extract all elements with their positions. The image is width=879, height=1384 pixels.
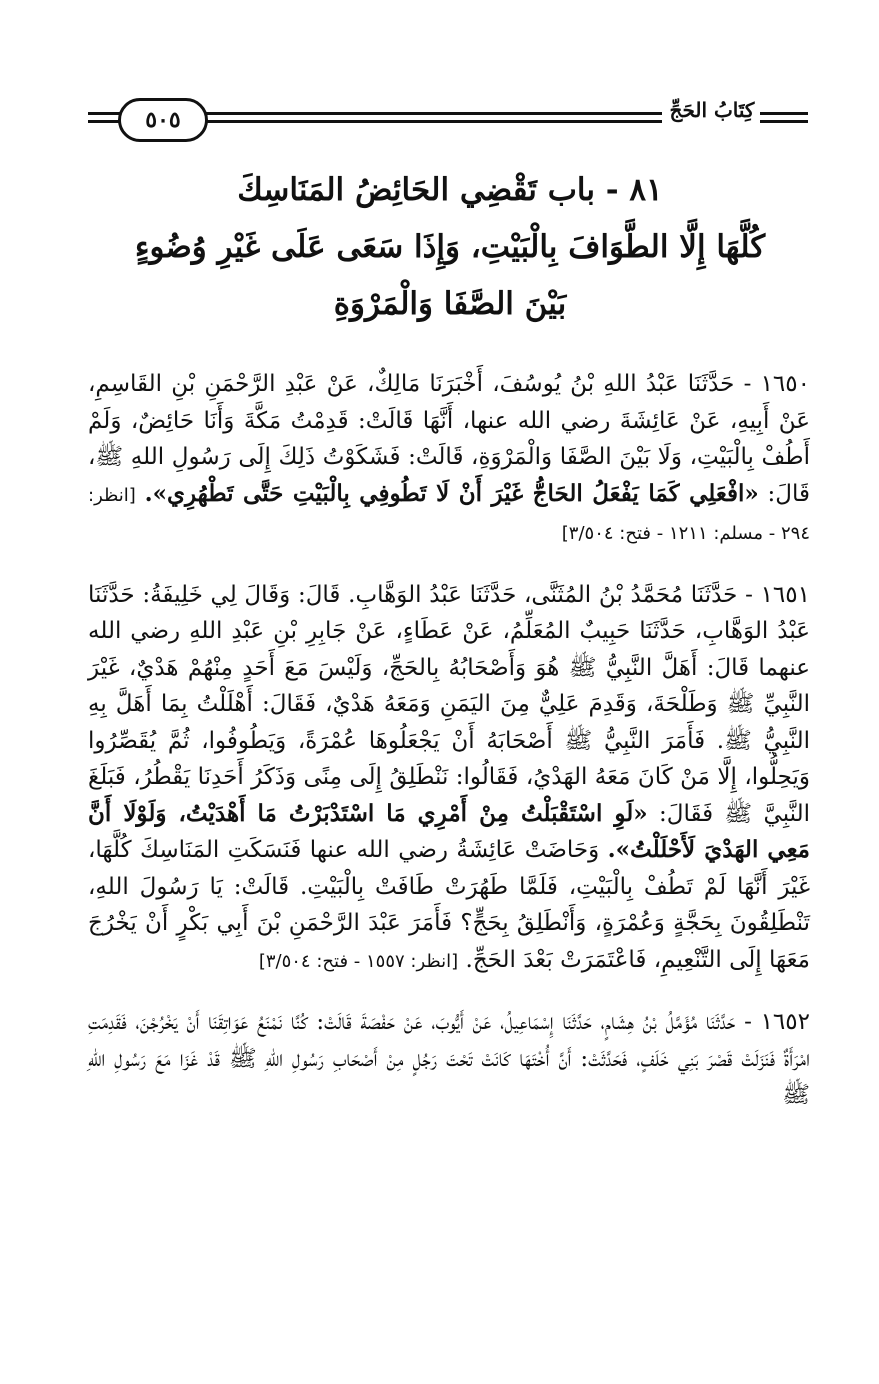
hadith-1652 [88, 1004, 810, 1114]
header-rule [192, 120, 662, 123]
chapter-heading-line: ٨١ - باب تَقْضِي الحَائِضُ المَنَاسِكَ [237, 172, 663, 208]
hadith-1650 [88, 366, 810, 553]
header-rule [760, 112, 808, 115]
prophet-quote: «لَوِ اسْتَقْبَلْتُ مِنْ أَمْرِي مَا اسْتَدْبَرْتُ مَا أَهْدَيْتُ، وَلَوْلَا أَنَّ مَعِي الهَدْيَ لَأَحْلَلْتُ». [88, 799, 811, 863]
book-title: كِتَابُ الحَجِّ [666, 98, 758, 122]
hadith-text: ١٦٥٠ - حَدَّثَنَا عَبْدُ اللهِ بْنُ يُوسُفَ، أَخْبَرَنَا مَالِكٌ، عَنْ عَبْدِ الرَّحْمَنِ بْنِ القَاسِمِ، عَنْ أَبِيهِ، عَنْ عَائِشَةَ رضي الله عنها، أَنَّهَا قَالَتْ: قَدِمْتُ مَكَّةَ وَأَنَا حَائِضٌ، وَلَمْ أَطُفْ بِالْبَيْتِ، وَلَا بَيْنَ الصَّفَا وَالْمَرْوَةِ، قَالَتْ: فَشَكَوْتُ ذَلِكَ إِلَى رَسُولِ اللهِ ﷺ، قَالَ: [88, 371, 810, 507]
hadith-reference: [انظر: ١٥٥٧ - فتح: ٣/٥٠٤] [258, 950, 459, 972]
prophet-quote: «افْعَلِي كَمَا يَفْعَلُ الحَاجُّ غَيْرَ أَنْ لَا تَطُوفِي بِالْبَيْتِ حَتَّى تَطْهُرِي». [144, 479, 759, 507]
page-number: ٥٠٥ [118, 98, 208, 142]
body-text [88, 366, 810, 1138]
page-header [88, 96, 808, 144]
chapter-heading-line: كُلَّهَا إِلَّا الطَّوَافَ بِالْبَيْتِ، وَإِذَا سَعَى عَلَى غَيْرِ وُضُوءٍ [134, 229, 766, 265]
hadith-1651 [88, 577, 810, 981]
header-rule [760, 120, 808, 123]
hadith-text: ١٦٥١ - حَدَّثَنَا مُحَمَّدُ بْنُ المُثَنَّى، حَدَّثَنَا عَبْدُ الوَهَّابِ. قَالَ: وَقَالَ لِي خَلِيفَةُ: حَدَّثَنَا عَبْدُ الوَهَّابِ، حَدَّثَنَا حَبِيبٌ المُعَلِّمُ، عَنْ عَطَاءٍ، عَنْ جَابِرِ بْنِ عَبْدِ اللهِ رضي الله عنهما قَالَ: أَهَلَّ النَّبِيُّ ﷺ هُوَ وَأَصْحَابُهُ بِالحَجِّ، وَلَيْسَ مَعَ أَحَدٍ مِنْهُمْ هَدْيٌ، غَيْرَ النَّبِيِّ ﷺ وَطَلْحَةَ، وَقَدِمَ عَلِيٌّ مِنَ اليَمَنِ وَمَعَهُ هَدْيٌ، فَقَالَ: أَهْلَلْتُ بِمَا أَهَلَّ بِهِ النَّبِيُّ ﷺ. فَأَمَرَ النَّبِيُّ ﷺ أَصْحَابَهُ أَنْ يَجْعَلُوهَا عُمْرَةً، وَيَطُوفُوا، ثُمَّ يُقَصِّرُوا وَيَحِلُّوا، إِلَّا مَنْ كَانَ مَعَهُ الهَدْيُ، فَقَالُوا: نَنْطَلِقُ إِلَى مِنًى وَذَكَرُ أَحَدِنَا يَقْطُرُ، فَبَلَغَ النَّبِيَّ ﷺ فَقَالَ: [88, 581, 811, 827]
header-rule [192, 112, 662, 115]
chapter-heading-line: بَيْنَ الصَّفَا وَالْمَرْوَةِ [333, 286, 567, 322]
hadith-text: وَحَاضَتْ عَائِشَةُ رضي الله عنها فَنَسَكَتِ المَنَاسِكَ كُلَّهَا، غَيْرَ أَنَّهَا لَمْ تَطُفْ بِالْبَيْتِ، فَلَمَّا طَهُرَتْ طَافَتْ بِالْبَيْتِ. قَالَتْ: يَا رَسُولَ اللهِ، تَنْطَلِقُونَ بِحَجَّةٍ وَعُمْرَةٍ، وَأَنْطَلِقُ بِحَجٍّ؟ فَأَمَرَ عَبْدَ الرَّحْمَنِ بْنَ أَبِي بَكْرٍ أَنْ يَخْرُجَ مَعَهَا إِلَى التَّنْعِيمِ، فَاعْتَمَرَتْ بَعْدَ الحَجِّ. [88, 837, 810, 973]
chapter-heading [90, 162, 810, 333]
hadith-reference: [انظر: ٢٩٤ - مسلم: ١٢١١ - فتح: ٣/٥٠٤] [88, 484, 810, 544]
hadith-text: ١٦٥٢ - حَدَّثَنَا مُؤَمَّلُ بْنُ هِشَامٍ، حَدَّثَنَا إِسْمَاعِيلُ، عَنْ أَيُّوبَ، عَنْ حَفْصَةَ قَالَتْ: كُنَّا نَمْنَعُ عَوَاتِقَنَا أَنْ يَخْرُجْنَ، فَقَدِمَتِ امْرَأَةٌ فَنَزَلَتْ قَصْرَ بَنِي خَلَفٍ، فَحَدَّثَتْ: أَنَّ أُخْتَهَا كَانَتْ تَحْتَ رَجُلٍ مِنْ أَصْحَابِ رَسُولِ اللهِ ﷺ قَدْ غَزَا مَعَ رَسُولِ اللهِ ﷺ [88, 1009, 811, 1108]
